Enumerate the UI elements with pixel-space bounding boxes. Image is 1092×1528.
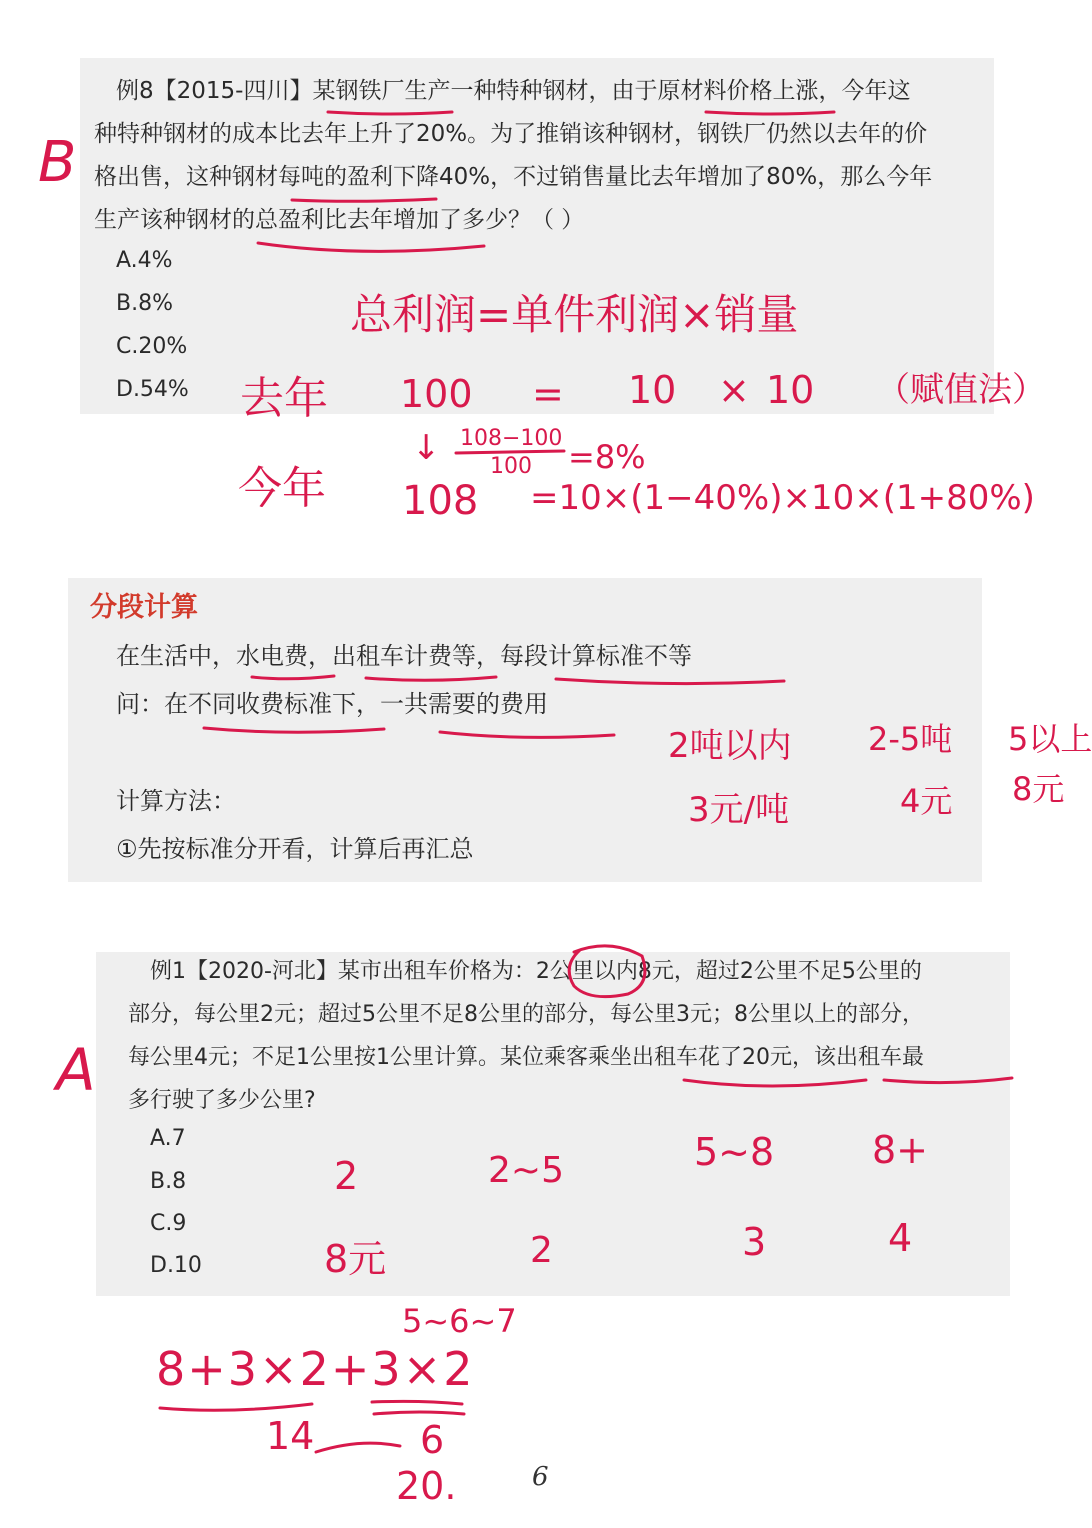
- handwritten-total: 20.: [396, 1464, 457, 1508]
- underline-water-electric: [252, 676, 334, 679]
- circle-2km: [569, 946, 645, 997]
- handwritten-range-note: 5~6~7: [402, 1302, 517, 1340]
- handwritten-method-note: （赋值法）: [876, 370, 1046, 410]
- handwritten-calc-line: =10×(1−40%)×10×(1+80%): [530, 478, 1035, 518]
- segment-line2: 问：在不同收费标准下，一共需要的费用: [116, 690, 548, 718]
- handwritten-sub2: 6: [420, 1418, 445, 1462]
- underline-sum-part2: [372, 1401, 462, 1404]
- handwritten-tier1: 2吨以内: [668, 726, 792, 766]
- arrow-down-icon: ↓: [412, 428, 441, 468]
- underline-max-distance: [884, 1078, 1012, 1083]
- underline-sum-part1: [160, 1404, 312, 1410]
- example1-line4: 多行驶了多少公里?: [128, 1088, 316, 1113]
- example1-option-b: B.8: [150, 1169, 187, 1194]
- handwritten-this-year: 今年: [238, 463, 326, 514]
- handwritten-10a: 10: [628, 368, 677, 412]
- example8-option-b: B.8%: [116, 291, 173, 316]
- underline-per-ton-profit: [292, 199, 436, 201]
- handwritten-cost-b: 2: [530, 1230, 553, 1271]
- handwritten-price3: 8元: [1012, 770, 1065, 808]
- underline-different-standards: [556, 679, 784, 684]
- example8-line2: 种特种钢材的成本比去年上升了20%。为了推销该种钢材，钢铁厂仍然以去年的价: [94, 121, 928, 147]
- example8-line3: 格出售，这种钢材每吨的盈利下降40%，不过销售量比去年增加了80%，那么今年: [94, 164, 933, 190]
- handwritten-formula: 总利润=单件利润×销量: [350, 290, 799, 339]
- handwritten-last-year: 去年: [240, 373, 328, 424]
- handwritten-seg-a: 2: [334, 1154, 359, 1198]
- handwritten-fraction-numerator: 108−100: [460, 426, 563, 451]
- underline-steel-factory: [328, 112, 452, 114]
- example1-line3: 每公里4元；不足1公里按1公里计算。某位乘客乘坐出租车花了20元，该出租车最: [128, 1045, 924, 1070]
- segment-title: 分段计算: [90, 592, 198, 623]
- example8-option-d: D.54%: [116, 377, 189, 402]
- handwritten-sub1: 14: [266, 1414, 315, 1458]
- handwritten-108: 108: [402, 478, 479, 524]
- handwritten-price1: 3元/吨: [688, 790, 790, 830]
- answer-mark-example1: A: [56, 1036, 96, 1104]
- handwritten-cost-a: 8元: [324, 1237, 387, 1281]
- example1-option-c: C.9: [150, 1211, 187, 1236]
- underline-sum-part2b: [374, 1412, 464, 1414]
- underline-total-fee: [440, 732, 614, 737]
- handwritten-fraction-result: =8%: [568, 438, 646, 476]
- handwritten-seg-c: 5~8: [694, 1130, 775, 1174]
- underline-total-profit: [258, 243, 484, 251]
- example1-line1: 例1【2020-河北】某市出租车价格为：2公里以内8元，超过2公里不足5公里的: [150, 959, 922, 984]
- example8-option-c: C.20%: [116, 334, 188, 359]
- handwritten-sum-expression: 8+3×2+3×2: [156, 1342, 475, 1396]
- answer-mark-example8: B: [38, 130, 77, 195]
- example1-line2: 部分，每公里2元；超过5公里不足8公里的部分，每公里3元；8公里以上的部分，: [128, 1002, 924, 1027]
- underline-taxi-20: [684, 1080, 866, 1086]
- fraction-bar: [456, 451, 564, 453]
- handwritten-fraction-denominator: 100: [490, 454, 532, 479]
- segment-line1: 在生活中，水电费，出租车计费等，每段计算标准不等: [116, 642, 692, 670]
- handwritten-cost-c: 3: [742, 1220, 767, 1264]
- handwritten-seg-d: 8+: [872, 1128, 929, 1172]
- example8-line4: 生产该种钢材的总盈利比去年增加了多少？（ ）: [94, 207, 585, 233]
- example8-option-a: A.4%: [116, 248, 173, 273]
- handwritten-times: ×: [718, 368, 750, 412]
- handwritten-100: 100: [400, 372, 473, 416]
- example8-line1: 例8【2015-四川】某钢铁厂生产一种特种钢材，由于原材料价格上涨，今年这: [116, 78, 911, 104]
- underline-taxi-fee: [366, 677, 496, 680]
- example1-option-d: D.10: [150, 1253, 202, 1278]
- underline-raw-material: [706, 112, 834, 114]
- handwritten-seg-b: 2~5: [488, 1150, 564, 1191]
- underline-different-rates: [204, 728, 384, 732]
- handwritten-tier3: 5以上: [1008, 720, 1092, 758]
- handwritten-cost-d: 4: [888, 1216, 913, 1260]
- page-number: 6: [532, 1462, 549, 1492]
- handwritten-equals: =: [532, 372, 564, 416]
- handwritten-price2: 4元: [900, 782, 953, 820]
- segment-method-label: 计算方法：: [116, 787, 236, 815]
- handwritten-10b: 10: [766, 368, 815, 412]
- handwritten-tier2: 2-5吨: [868, 720, 953, 758]
- connector-curve: [316, 1443, 400, 1452]
- example1-option-a: A.7: [150, 1126, 186, 1151]
- segment-method-step: ①先按标准分开看，计算后再汇总: [116, 835, 474, 863]
